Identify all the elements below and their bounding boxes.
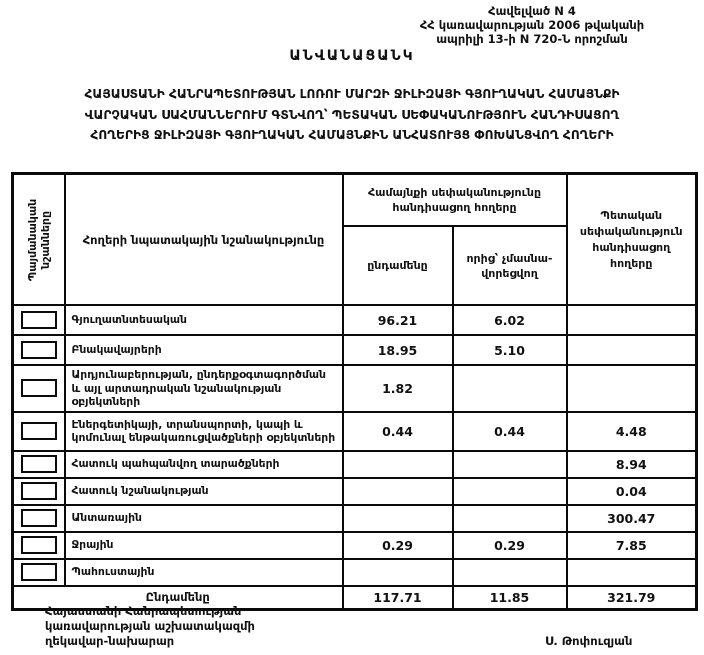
header-state: Պետական սեփականություն հանդիսացող հողերը <box>567 174 697 306</box>
table-row <box>13 305 697 335</box>
appendix-line: ապրիլի 13-ի N 720-Ն որոշման <box>436 32 628 46</box>
land-table <box>11 172 698 611</box>
total-value-non-privatized: 11.85 <box>453 586 567 610</box>
total-value-state: 321.79 <box>567 586 697 610</box>
row-label: Անտառային <box>65 505 343 532</box>
header-community-group: Համայնքի սեփականությունը հանդիսացող հողերը <box>343 174 567 227</box>
signatory-name: Ս. Թոփուզյան <box>545 634 633 648</box>
document-subtitle <box>0 84 704 146</box>
appendix-reference <box>364 4 700 46</box>
symbol-cell <box>13 335 65 365</box>
legend-checkbox <box>21 536 57 554</box>
symbol-cell <box>13 305 65 335</box>
header-symbols <box>13 174 65 306</box>
value-non-privatized: 0.29 <box>453 532 567 559</box>
row-label: Արդյունաբերության, ընդերքօգտագործման և այլ արտադրական նշանակության օբյեկտների <box>65 365 343 412</box>
legend-checkbox <box>21 482 57 500</box>
value-state <box>567 365 697 412</box>
table-row <box>13 505 697 532</box>
signatory-title-line: ղեկավար-նախարար <box>45 634 175 648</box>
symbol-cell <box>13 532 65 559</box>
row-label: Պահուստային <box>65 559 343 586</box>
value-total: 0.44 <box>343 412 453 451</box>
value-non-privatized <box>453 505 567 532</box>
value-total <box>343 451 453 478</box>
legend-checkbox <box>21 311 57 329</box>
value-non-privatized: 0.44 <box>453 412 567 451</box>
appendix-line: Հավելված N 4 <box>488 4 576 18</box>
symbol-cell <box>13 505 65 532</box>
row-label: Գյուղատնտեսական <box>65 305 343 335</box>
table-row <box>13 365 697 412</box>
row-label: Հատուկ նշանակության <box>65 478 343 505</box>
subtitle-line: ՀԱՅԱՍՏԱՆԻ ՀԱՆՐԱՊԵՏՈՒԹՅԱՆ ԼՈՌՈՒ ՄԱՐԶԻ ՋԻԼԻԶԱՅԻ ԳՅՈՒՂԱԿԱՆ ՀԱՄԱՅՆՔԻ <box>84 87 620 101</box>
value-total: 0.29 <box>343 532 453 559</box>
land-table-container <box>11 172 698 611</box>
value-state <box>567 335 697 365</box>
table-row <box>13 335 697 365</box>
row-label: Ջրային <box>65 532 343 559</box>
value-total <box>343 478 453 505</box>
total-value-total: 117.71 <box>343 586 453 610</box>
value-non-privatized: 6.02 <box>453 305 567 335</box>
subtitle-line: ՎԱՐՉԱԿԱՆ ՍԱՀՄԱՆՆԵՐՈՒՄ ԳՏՆՎՈՂ՝ ՊԵՏԱԿԱՆ ՍԵՓԱԿԱՆՈՒԹՅՈՒՆ ՀԱՆԴԻՍԱՑՈՂ <box>84 107 620 122</box>
legend-checkbox <box>21 422 57 440</box>
legend-checkbox <box>21 341 57 359</box>
value-non-privatized <box>453 478 567 505</box>
value-state: 300.47 <box>567 505 697 532</box>
value-state: 8.94 <box>567 451 697 478</box>
value-non-privatized: 5.10 <box>453 335 567 365</box>
header-non-privatized: որից՝ չմասնավորեցվող <box>453 226 567 305</box>
value-total: 1.82 <box>343 365 453 412</box>
legend-checkbox <box>21 509 57 527</box>
symbol-cell <box>13 478 65 505</box>
value-state: 7.85 <box>567 532 697 559</box>
value-non-privatized <box>453 365 567 412</box>
value-state <box>567 559 697 586</box>
row-label: Բնակավայրերի <box>65 335 343 365</box>
symbol-cell <box>13 451 65 478</box>
header-purpose: Հողերի նպատակային նշանակությունը <box>65 174 343 306</box>
signatory-title-block <box>45 604 255 649</box>
header-total: ընդամենը <box>343 226 453 305</box>
row-label: Հատուկ պահպանվող տարածքների <box>65 451 343 478</box>
signatory-title-line: կառավարության աշխատակազմի <box>45 619 255 633</box>
table-row <box>13 478 697 505</box>
header-symbols-label: Պայմանական նշանները <box>25 198 52 281</box>
row-label: Էներգետիկայի, տրանսպորտի, կապի և կոմունալ ենթակառուցվածքների օբյեկտների <box>65 412 343 451</box>
value-total <box>343 505 453 532</box>
value-non-privatized <box>453 559 567 586</box>
value-total <box>343 559 453 586</box>
value-total: 18.95 <box>343 335 453 365</box>
value-state: 0.04 <box>567 478 697 505</box>
symbol-cell <box>13 559 65 586</box>
table-row <box>13 451 697 478</box>
legend-checkbox <box>21 563 57 581</box>
total-row-label: Ընդամենը <box>13 586 343 610</box>
symbol-cell <box>13 412 65 451</box>
table-row <box>13 532 697 559</box>
table-row <box>13 412 697 451</box>
subtitle-line: ՀՈՂԵՐԻՑ ՋԻԼԻԶԱՅԻ ԳՅՈՒՂԱԿԱՆ ՀԱՄԱՅՆՔԻՆ ԱՆՀԱՏՈՒՅՑ ՓՈԽԱՆՑՎՈՂ ՀՈՂԵՐԻ <box>90 128 614 142</box>
appendix-line: ՀՀ կառավարության 2006 թվականի <box>419 18 645 32</box>
value-state: 4.48 <box>567 412 697 451</box>
symbol-cell <box>13 365 65 412</box>
table-row <box>13 559 697 586</box>
legend-checkbox <box>21 455 57 473</box>
legend-checkbox <box>21 379 57 397</box>
value-non-privatized <box>453 451 567 478</box>
value-total: 96.21 <box>343 305 453 335</box>
page-title: ԱՆՎԱՆԱՑԱՆԿ <box>289 48 415 64</box>
value-state <box>567 305 697 335</box>
signatory-title-line: Հայաստանի Հանրապետության <box>45 604 242 618</box>
